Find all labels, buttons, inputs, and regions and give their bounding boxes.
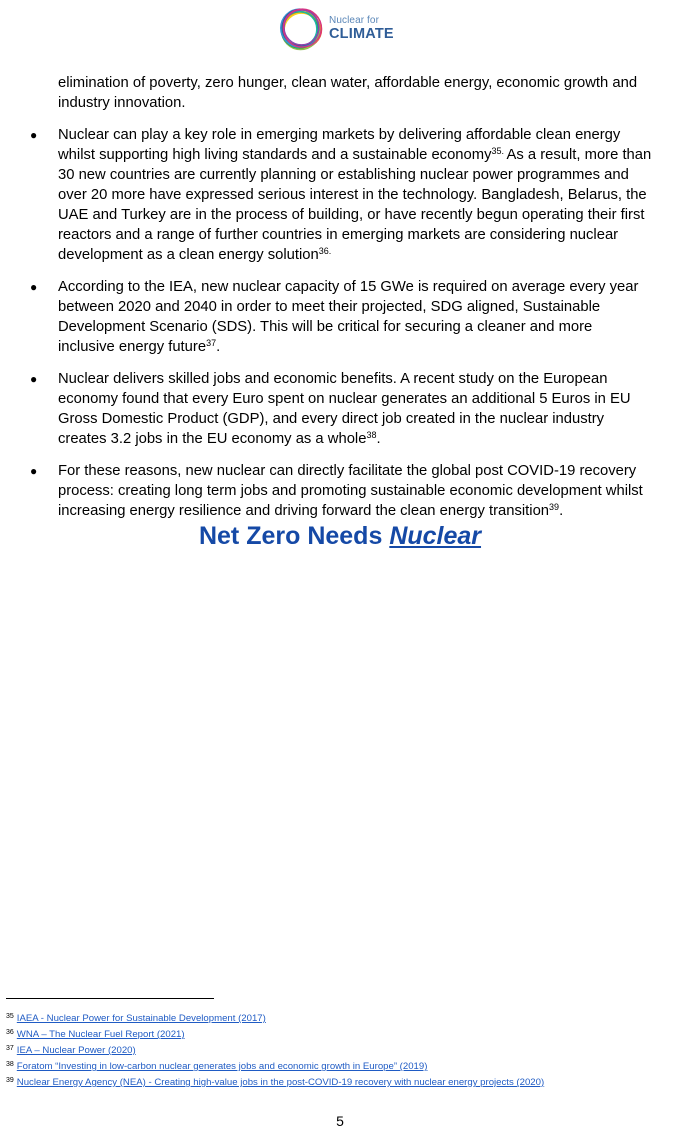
footnote-item	[6, 1042, 666, 1058]
page-header	[0, 2, 680, 56]
lead-paragraph: elimination of poverty, zero hunger, clean water, affordable energy, economic growth and industry innovation.	[58, 75, 638, 111]
footnote-ref: 37	[206, 338, 217, 348]
page-number: 5	[336, 1113, 344, 1129]
bullet-icon: ●	[30, 128, 38, 142]
footnote-link[interactable]: Nuclear Energy Agency (NEA) - Creating high-value jobs in the post-COVID-19 recovery with nuclear energy projects (2020)	[16, 1077, 545, 1088]
bullet-item	[30, 369, 652, 449]
footnote-number: 38	[6, 1061, 14, 1068]
footnote-ref: 35.	[491, 146, 507, 156]
bullet-text: Nuclear delivers skilled jobs and economic benefits. A recent study on the European economy found that every Euro spent on nuclear generates an additional 5 Euros in EU Gross Domestic Product (GDP), and every direct job created in the nuclear industry creates 3.2 jobs in the EU economy as a whole	[58, 371, 631, 447]
footnote-ref: 36.	[318, 246, 332, 256]
bullet-text: Nuclear can play a key role in emerging markets by delivering affordable clean energy whilst supporting high living standards and a sustainable economy	[58, 127, 621, 163]
footnote-ref: 39	[549, 502, 560, 512]
slogan-emphasis: Nuclear	[389, 522, 482, 550]
footnote-link[interactable]: WNA – The Nuclear Fuel Report (2021)	[16, 1029, 185, 1040]
footnote-link[interactable]: IEA – Nuclear Power (2020)	[16, 1045, 136, 1056]
footnote-number: 37	[6, 1045, 14, 1052]
footnote-item	[6, 1058, 666, 1074]
bullet-list	[30, 125, 652, 521]
footnotes	[6, 1010, 666, 1090]
footnote-ref: 38	[366, 430, 377, 440]
logo-ring	[283, 9, 321, 47]
footnote-divider	[6, 998, 214, 999]
bullet-item	[30, 125, 652, 265]
bullet-text-end: .	[376, 431, 381, 447]
bullet-text: For these reasons, new nuclear can directly facilitate the global post COVID-19 recovery process: creating long term jobs and promoting sustainable economic development whilst increasing energy resilience and driving forward the clean energy transition	[58, 463, 643, 519]
logo-ring	[284, 10, 319, 45]
footnote-item	[6, 1010, 666, 1026]
bullet-item	[30, 277, 652, 357]
nuclear-for-climate-logo	[277, 2, 407, 56]
body-text	[30, 73, 652, 533]
slogan-heading	[0, 519, 680, 553]
bullet-text-end: .	[559, 503, 564, 519]
bullet-text-continued: As a result, more than 30 new countries are currently planning or establishing nuclear power programmes and over 20 more have expressed serious interest in the technology. Bangladesh, Belarus, the UAE and Turkey are in the process of building, or have recently begun operating their first reactors and a range of further countries in emerging markets are considering nuclear development as a clean energy solution	[58, 147, 652, 263]
bullet-item	[30, 461, 652, 521]
bullet-text: According to the IEA, new nuclear capacity of 15 GWe is required on average every year between 2020 and 2040 in order to meet their projected, SDG aligned, Sustainable Development Scenario (SDS). This will be critical for securing a cleaner and more inclusive energy future	[58, 279, 639, 355]
logo-line-1: Nuclear for	[329, 15, 380, 27]
bullet-icon: ●	[30, 280, 38, 294]
footnote-number: 36	[6, 1029, 14, 1036]
logo-rings-icon	[277, 5, 325, 53]
slogan-text: Net Zero Needs	[198, 522, 390, 550]
logo-line-2: CLIMATE	[329, 26, 394, 43]
bullet-text-end: .	[216, 339, 221, 355]
footnote-number: 35	[6, 1013, 14, 1020]
footnote-link[interactable]: IAEA - Nuclear Power for Sustainable Development (2017)	[16, 1013, 266, 1024]
footnote-item	[6, 1074, 666, 1090]
bullet-icon: ●	[30, 372, 38, 386]
footnote-number: 39	[6, 1077, 14, 1084]
footnote-link[interactable]: Foratom “Investing in low-carbon nuclear generates jobs and economic growth in Europe” (2019)	[16, 1061, 428, 1072]
footnote-item	[6, 1026, 666, 1042]
bullet-icon: ●	[30, 464, 38, 478]
